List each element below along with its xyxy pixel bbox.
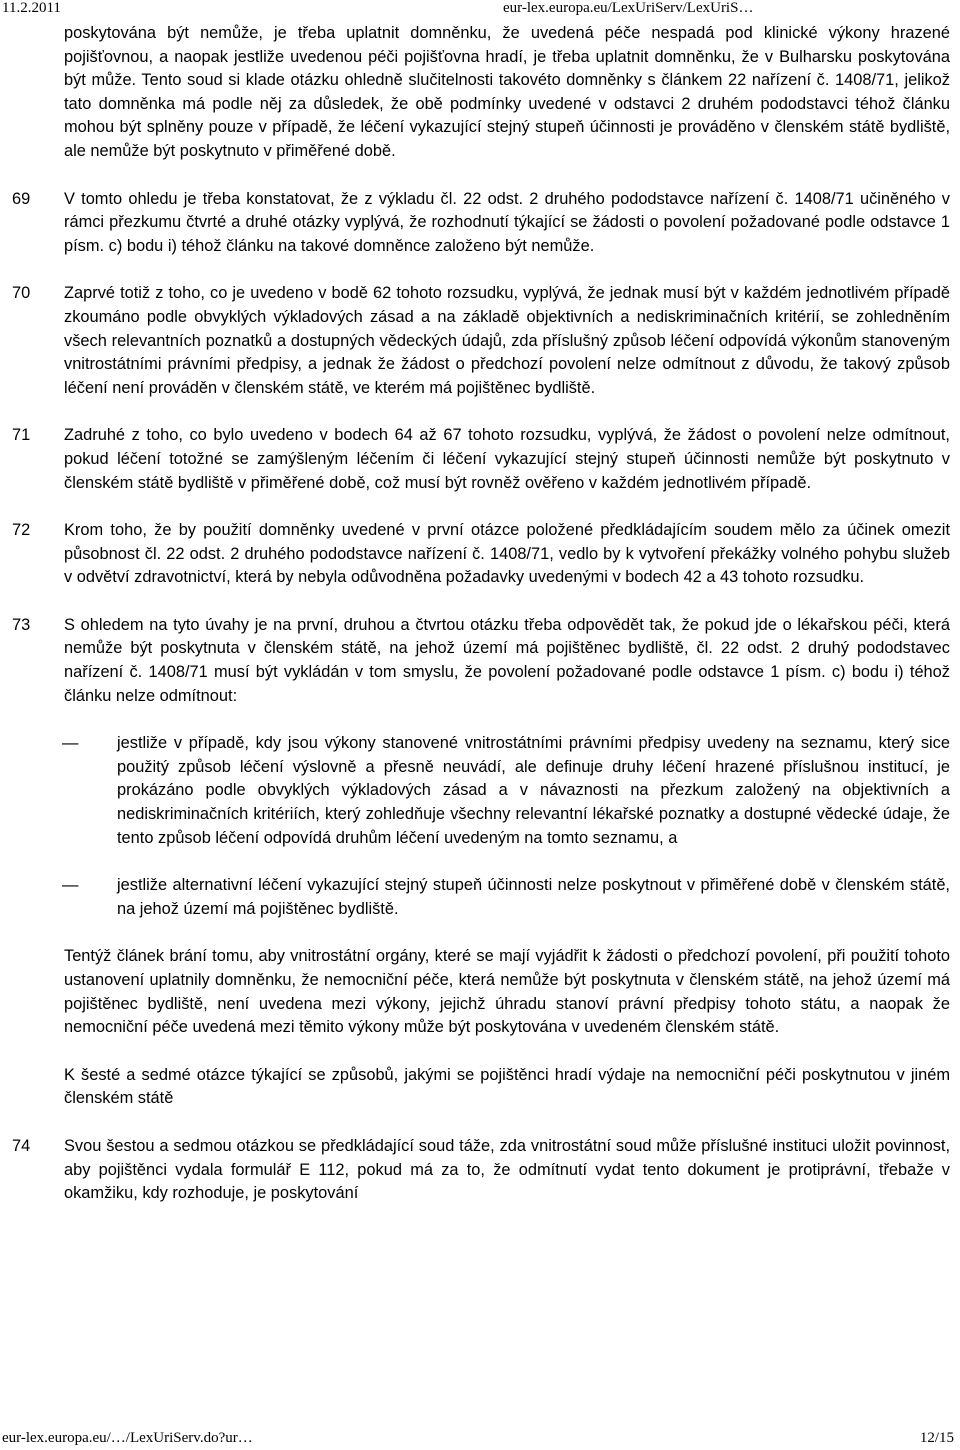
page-footer bbox=[0, 1430, 960, 1448]
footer-url: eur-lex.europa.eu/…/LexUriServ.do?ur… bbox=[2, 1430, 253, 1446]
list-item bbox=[0, 874, 960, 921]
list-item bbox=[0, 732, 960, 850]
list-item-text: jestliže alternativní léčení vykazující stejný stupeň účinnosti nelze poskytnout v přiměřené době v členském státě, na jehož území má pojištěnec bydliště. bbox=[117, 876, 950, 918]
paragraph-text: Zadruhé z toho, co bylo uvedeno v bodech 64 až 67 tohoto rozsudku, vyplývá, že žádost o povolení nelze odmítnout, pokud léčení totožné se zamýšleným léčením či léčení vykazující stejný stupeň účinnosti nemůže být poskytnuto v členském státě bydliště v přiměřené době, což musí být rovněž ověřeno v každém jednotlivém případě. bbox=[64, 426, 950, 492]
paragraph-text: Svou šestou a sedmou otázkou se předkládající soud táže, zda vnitrostátní soud může příslušné instituci uložit povinnost, aby pojištěnci vydala formulář E 112, pokud má za to, že odmítnutí vydat tento dokument je protiprávní, třebaže v okamžiku, kdy rozhoduje, je poskytování bbox=[64, 1136, 950, 1203]
paragraph-number: 74 bbox=[12, 1136, 31, 1155]
list-item-text: jestliže v případě, kdy jsou výkony stanovené vnitrostátními právními předpisy uvedeny na seznamu, který sice použitý způsob léčení výslovně a přesně neuvádí, ale definuje druhy léčení hrazené příslušnou institucí, je prokázáno podle obvyklých výkladových zásad a v návaznosti na přezkum založený na objektivních a nediskriminačních kritériích, který zohledňuje všechny relevantní lékařské poznatky a dostupné vědecké údaje, že tento způsob léčení odpovídá druhům léčení uvedeným na tomto seznamu, a bbox=[117, 734, 950, 847]
paragraph-text: S ohledem na tyto úvahy je na první, druhou a čtvrtou otázku třeba odpovědět tak, že pokud jde o lékařskou péči, která nemůže být poskytnuta v členském státě, na jehož území má pojištěnec bydliště, čl. 22 odst. 2 druhý pododstavec nařízení č. 1408/71 musí být vykládán v tom smyslu, že povolení požadované podle odstavce 1 písm. c) bodu i) téhož článku nelze odmítnout: bbox=[64, 615, 950, 705]
paragraph-72 bbox=[0, 519, 960, 590]
page-number: 12/15 bbox=[919, 1430, 954, 1446]
paragraph-71 bbox=[0, 424, 960, 495]
section-subheading: K šesté a sedmé otázce týkající se způsobů, jakými se pojištěnci hradí výdaje na nemocniční péči poskytnutou v jiném členském státě bbox=[64, 1065, 950, 1108]
header-site: eur-lex.europa.eu/LexUriServ/LexUriS… bbox=[503, 0, 754, 16]
dash-marker: — bbox=[62, 734, 79, 753]
conclusion-paragraph: Tentýž článek brání tomu, aby vnitrostátní orgány, které se mají vyjádřit k žádosti o předchozí povolení, při použití tohoto ustanovení uplatnily domněnku, že nemocniční péče, která nemůže být poskytnuta v členském státě, na jehož území má pojištěnec bydliště, není uvedena mezi výkony, jejichž úhradu stanoví právní předpisy tohoto státu, a naopak že nemocniční péče uvedená mezi těmito výkony může být poskytována v uvedeném členském státě. bbox=[64, 947, 950, 1037]
dash-marker: — bbox=[62, 876, 79, 895]
page-header bbox=[0, 0, 960, 18]
paragraph-number: 72 bbox=[12, 521, 31, 540]
paragraph-number: 69 bbox=[12, 189, 31, 208]
document-body bbox=[0, 22, 960, 1206]
paragraph-number: 73 bbox=[12, 615, 31, 634]
paragraph-text: Krom toho, že by použití domněnky uvedené v první otázce položené předkládajícím soudem mělo za účinek omezit působnost čl. 22 odst. 2 druhého pododstavce nařízení č. 1408/71, vedlo by k vytvoření překážky volného pohybu služeb v odvětví zdravotnictví, která by nebyla odůvodněna požadavky uvedenými v bodech 42 a 43 tohoto rozsudku. bbox=[64, 521, 950, 587]
paragraph-74 bbox=[0, 1135, 960, 1206]
header-date: 11.2.2011 bbox=[2, 0, 61, 16]
intro-paragraph: poskytována být nemůže, je třeba uplatnit domněnku, že uvedená péče nespadá pod klinické výkony hrazené pojišťovnou, a naopak jestliže uvedenou péči pojišťovna hradí, je třeba uplatnit domněnku, že v Bulharsku poskytována být může. Tento soud si klade otázku ohledně slučitelnosti takovéto domněnky s článkem 22 nařízení č. 1408/71, jelikož tato domněnka má podle něj za důsledek, že obě podmínky uvedené v odstavci 2 druhém pododstavci téhož článku mohou být splněny pouze v případě, že léčení vykazující stejný stupeň účinnosti je prováděno v členském státě bydliště, ale nemůže být poskytnuto v přiměřené době. bbox=[64, 24, 950, 160]
paragraph-69 bbox=[0, 188, 960, 259]
paragraph-number: 70 bbox=[12, 284, 31, 303]
paragraph-number: 71 bbox=[12, 426, 31, 445]
paragraph-text: V tomto ohledu je třeba konstatovat, že z výkladu čl. 22 odst. 2 druhého pododstavce nařízení č. 1408/71 učiněného v rámci přezkumu čtvrté a druhé otázky vyplývá, že rozhodnutí týkající se žádosti o povolení požadované podle odstavce 1 písm. c) bodu i) téhož článku na takové domněnce založeno být nemůže. bbox=[64, 189, 950, 255]
paragraph-70 bbox=[0, 282, 960, 400]
paragraph-73 bbox=[0, 614, 960, 708]
paragraph-text: Zaprvé totiž z toho, co je uvedeno v bodě 62 tohoto rozsudku, vyplývá, že jednak musí být v každém jednotlivém případě zkoumáno podle obvyklých výkladových zásad a na základě objektivních a nediskriminačních kritérií, se zohledněním všech relevantních poznatků a dostupných vědeckých údajů, zda příslušný způsob léčení odpovídá výkonům stanoveným vnitrostátními právními předpisy, a jednak že žádost o předchozí povolení nelze odmítnout z důvodu, že takový způsob léčení není prováděn v členském státě, ve kterém má pojištěnec bydliště. bbox=[64, 284, 950, 397]
